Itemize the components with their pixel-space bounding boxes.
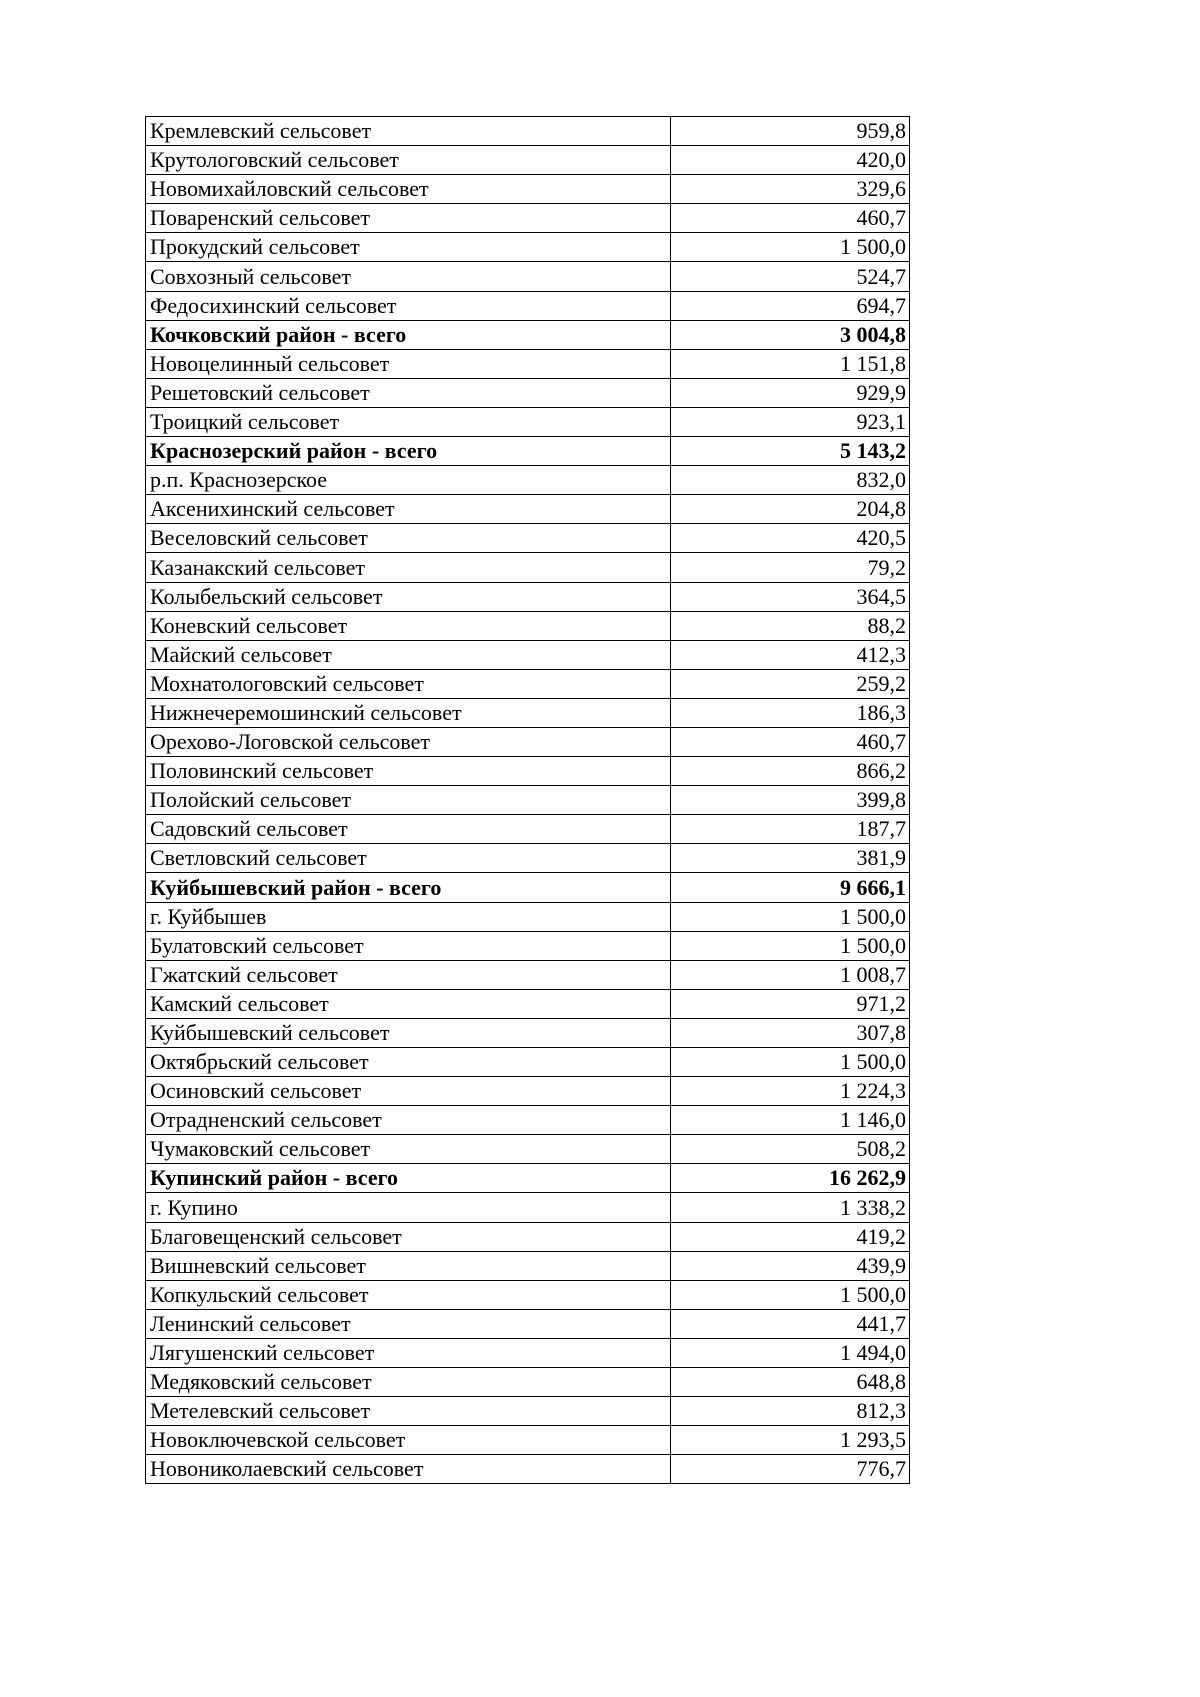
amount-cell: 1 146,0: [671, 1106, 910, 1135]
district-total-row: [146, 1164, 910, 1193]
municipality-name-cell: Казанакский сельсовет: [146, 553, 671, 582]
table-row: [146, 757, 910, 786]
municipality-name-cell: Купинский район - всего: [146, 1164, 671, 1193]
amount-cell: 812,3: [671, 1397, 910, 1426]
municipality-name-cell: Новомихайловский сельсовет: [146, 175, 671, 204]
amount-cell: 420,0: [671, 146, 910, 175]
table-row: [146, 931, 910, 960]
municipality-name-cell: Коневский сельсовет: [146, 611, 671, 640]
amount-cell: 929,9: [671, 378, 910, 407]
table-row: [146, 698, 910, 727]
amount-cell: 923,1: [671, 407, 910, 436]
table-row: [146, 611, 910, 640]
municipality-name-cell: Орехово-Логовской сельсовет: [146, 727, 671, 756]
table-row: [146, 1018, 910, 1047]
municipality-name-cell: Гжатский сельсовет: [146, 960, 671, 989]
amount-cell: 3 004,8: [671, 320, 910, 349]
amount-cell: 9 666,1: [671, 873, 910, 902]
municipality-name-cell: Благовещенский сельсовет: [146, 1222, 671, 1251]
table-row: [146, 1280, 910, 1309]
table-row: [146, 553, 910, 582]
municipality-name-cell: г. Куйбышев: [146, 902, 671, 931]
table-row: [146, 582, 910, 611]
table-row: [146, 233, 910, 262]
municipality-name-cell: Камский сельсовет: [146, 989, 671, 1018]
municipality-name-cell: Совхозный сельсовет: [146, 262, 671, 291]
municipality-name-cell: Новониколаевский сельсовет: [146, 1455, 671, 1484]
amount-cell: 524,7: [671, 262, 910, 291]
municipality-name-cell: Полойский сельсовет: [146, 786, 671, 815]
table-row: [146, 1426, 910, 1455]
table-row: [146, 1251, 910, 1280]
municipality-name-cell: Поваренский сельсовет: [146, 204, 671, 233]
table-row: [146, 1368, 910, 1397]
table-row: [146, 495, 910, 524]
amount-cell: 419,2: [671, 1222, 910, 1251]
table-row: [146, 262, 910, 291]
amount-cell: 460,7: [671, 204, 910, 233]
amount-cell: 364,5: [671, 582, 910, 611]
municipality-name-cell: Октябрьский сельсовет: [146, 1048, 671, 1077]
amount-cell: 1 151,8: [671, 349, 910, 378]
municipality-name-cell: г. Купино: [146, 1193, 671, 1222]
table-row: [146, 349, 910, 378]
municipality-name-cell: Лягушенский сельсовет: [146, 1338, 671, 1367]
municipality-name-cell: Веселовский сельсовет: [146, 524, 671, 553]
amount-cell: 441,7: [671, 1309, 910, 1338]
amount-cell: 648,8: [671, 1368, 910, 1397]
municipality-name-cell: р.п. Краснозерское: [146, 466, 671, 495]
amount-cell: 16 262,9: [671, 1164, 910, 1193]
amount-cell: 79,2: [671, 553, 910, 582]
municipality-name-cell: Прокудский сельсовет: [146, 233, 671, 262]
amount-cell: 1 224,3: [671, 1077, 910, 1106]
municipality-name-cell: Краснозерский район - всего: [146, 437, 671, 466]
municipality-name-cell: Кремлевский сельсовет: [146, 117, 671, 146]
amount-cell: 399,8: [671, 786, 910, 815]
table-row: [146, 989, 910, 1018]
municipality-name-cell: Куйбышевский сельсовет: [146, 1018, 671, 1047]
municipality-name-cell: Нижнечеремошинский сельсовет: [146, 698, 671, 727]
amount-cell: 1 494,0: [671, 1338, 910, 1367]
municipality-name-cell: Метелевский сельсовет: [146, 1397, 671, 1426]
amount-cell: 1 338,2: [671, 1193, 910, 1222]
amount-cell: 381,9: [671, 844, 910, 873]
table-row: [146, 1455, 910, 1484]
district-total-row: [146, 873, 910, 902]
municipality-name-cell: Садовский сельсовет: [146, 815, 671, 844]
amount-cell: 204,8: [671, 495, 910, 524]
table-row: [146, 844, 910, 873]
table-row: [146, 378, 910, 407]
table-row: [146, 1309, 910, 1338]
amount-cell: 1 500,0: [671, 1280, 910, 1309]
amount-cell: 439,9: [671, 1251, 910, 1280]
table-row: [146, 1135, 910, 1164]
amount-cell: 88,2: [671, 611, 910, 640]
amount-cell: 694,7: [671, 291, 910, 320]
amount-cell: 259,2: [671, 669, 910, 698]
municipality-name-cell: Копкульский сельсовет: [146, 1280, 671, 1309]
municipality-name-cell: Кочковский район - всего: [146, 320, 671, 349]
table-row: [146, 960, 910, 989]
municipality-name-cell: Троицкий сельсовет: [146, 407, 671, 436]
table-row: [146, 175, 910, 204]
table-row: [146, 727, 910, 756]
table-row: [146, 524, 910, 553]
table-row: [146, 1397, 910, 1426]
municipality-name-cell: Осиновский сельсовет: [146, 1077, 671, 1106]
district-total-row: [146, 437, 910, 466]
amount-cell: 1 500,0: [671, 1048, 910, 1077]
table-row: [146, 291, 910, 320]
district-total-row: [146, 320, 910, 349]
amount-cell: 186,3: [671, 698, 910, 727]
table-row: [146, 640, 910, 669]
amount-cell: 412,3: [671, 640, 910, 669]
table-row: [146, 902, 910, 931]
municipality-name-cell: Федосихинский сельсовет: [146, 291, 671, 320]
amount-cell: 1 500,0: [671, 233, 910, 262]
amount-cell: 1 293,5: [671, 1426, 910, 1455]
municipality-name-cell: Ленинский сельсовет: [146, 1309, 671, 1338]
municipality-name-cell: Крутологовский сельсовет: [146, 146, 671, 175]
amount-cell: 1 500,0: [671, 902, 910, 931]
municipality-name-cell: Майский сельсовет: [146, 640, 671, 669]
municipality-name-cell: Куйбышевский район - всего: [146, 873, 671, 902]
table-row: [146, 407, 910, 436]
table-row: [146, 815, 910, 844]
municipality-name-cell: Решетовский сельсовет: [146, 378, 671, 407]
municipality-name-cell: Колыбельский сельсовет: [146, 582, 671, 611]
table-row: [146, 786, 910, 815]
amount-cell: 460,7: [671, 727, 910, 756]
table-row: [146, 117, 910, 146]
amount-cell: 5 143,2: [671, 437, 910, 466]
table-row: [146, 1193, 910, 1222]
table-row: [146, 1106, 910, 1135]
amount-cell: 187,7: [671, 815, 910, 844]
table-row: [146, 1222, 910, 1251]
table-row: [146, 466, 910, 495]
municipality-name-cell: Чумаковский сельсовет: [146, 1135, 671, 1164]
table-row: [146, 1338, 910, 1367]
municipality-name-cell: Вишневский сельсовет: [146, 1251, 671, 1280]
amount-cell: 307,8: [671, 1018, 910, 1047]
amount-cell: 329,6: [671, 175, 910, 204]
municipality-name-cell: Булатовский сельсовет: [146, 931, 671, 960]
amount-cell: 1 500,0: [671, 931, 910, 960]
municipality-name-cell: Мохнатологовский сельсовет: [146, 669, 671, 698]
municipality-name-cell: Новоцелинный сельсовет: [146, 349, 671, 378]
table-body: [146, 117, 910, 1484]
table-row: [146, 669, 910, 698]
allocation-table: [145, 116, 910, 1484]
municipality-name-cell: Аксенихинский сельсовет: [146, 495, 671, 524]
table-row: [146, 1048, 910, 1077]
amount-cell: 420,5: [671, 524, 910, 553]
amount-cell: 776,7: [671, 1455, 910, 1484]
municipality-name-cell: Медяковский сельсовет: [146, 1368, 671, 1397]
amount-cell: 1 008,7: [671, 960, 910, 989]
amount-cell: 959,8: [671, 117, 910, 146]
table-row: [146, 1077, 910, 1106]
municipality-name-cell: Светловский сельсовет: [146, 844, 671, 873]
table-row: [146, 204, 910, 233]
municipality-name-cell: Половинский сельсовет: [146, 757, 671, 786]
amount-cell: 832,0: [671, 466, 910, 495]
municipality-name-cell: Отрадненский сельсовет: [146, 1106, 671, 1135]
table-row: [146, 146, 910, 175]
municipality-name-cell: Новоключевской сельсовет: [146, 1426, 671, 1455]
amount-cell: 866,2: [671, 757, 910, 786]
amount-cell: 971,2: [671, 989, 910, 1018]
amount-cell: 508,2: [671, 1135, 910, 1164]
